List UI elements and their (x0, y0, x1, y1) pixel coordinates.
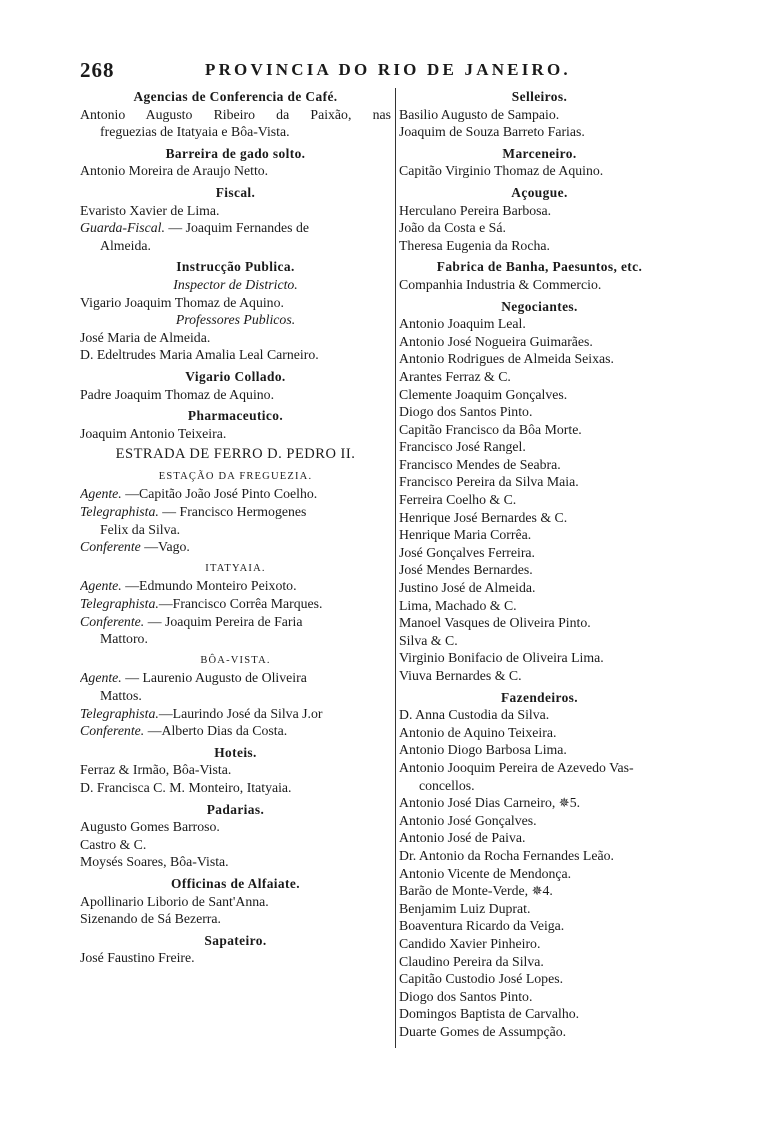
role-label: Telegraphista. (80, 705, 159, 721)
section-heading: Agencias de Conferencia de Café. (133, 89, 338, 104)
directory-entry: Candido Xavier Pinheiro. (399, 935, 541, 951)
directory-entry: Theresa Eugenia da Rocha. (399, 237, 550, 253)
directory-entry: Almeida. (100, 237, 151, 253)
role-label: Guarda-Fiscal. (80, 220, 165, 236)
section-heading: Padarias. (206, 801, 265, 817)
directory-entry: José Faustino Freire. (80, 950, 195, 966)
directory-entry: Arantes Ferraz & C. (399, 368, 511, 384)
directory-entry: Duarte Gomes de Assumpção. (399, 1023, 567, 1039)
staff-name: —Alberto Dias da Costa. (144, 723, 288, 739)
directory-entry: Boaventura Ricardo da Veiga. (399, 918, 565, 934)
directory-entry: Vigario Joaquim Thomaz de Aquino. (80, 294, 284, 310)
section-heading: Negociantes. (501, 298, 578, 314)
directory-entry: Ferraz & Irmão, Bôa-Vista. (80, 762, 232, 778)
directory-entry: Francisco Pereira da Silva Maia. (399, 474, 579, 490)
section-heading: Sapateiro. (204, 932, 267, 948)
directory-entry: Basilio Augusto de Sampaio. (399, 106, 560, 122)
section-heading: Marceneiro. (502, 145, 577, 161)
directory-entry: Diogo dos Santos Pinto. (399, 404, 533, 420)
staff-name: —Edmundo Monteiro Peixoto. (121, 578, 297, 594)
station-heading: BÔA-VISTA. (200, 654, 271, 666)
directory-entry: Sizenando de Sá Bezerra. (80, 911, 221, 927)
directory-entry: José Maria de Almeida. (80, 329, 211, 345)
staff-entry (80, 485, 391, 503)
subsection-heading: Inspector de Districto. (173, 276, 298, 292)
directory-entry: Benjamim Luiz Duprat. (399, 900, 531, 916)
directory-entry (399, 882, 680, 900)
section-heading: Pharmaceutico. (187, 408, 284, 424)
directory-entry: Augusto Gomes Barroso. (80, 819, 220, 835)
directory-entry: Virginio Bonifacio de Oliveira Lima. (399, 650, 604, 666)
left-column (80, 88, 391, 967)
directory-entry: Felix da Silva. (100, 521, 181, 537)
directory-entry: Antonio Vicente de Mendonça. (399, 865, 572, 881)
directory-entry: D. Francisca C. M. Monteiro, Itatyaia. (80, 779, 292, 795)
directory-entry: Antonio Augusto Ribeiro da Paixão, nas (80, 106, 391, 122)
staff-name: —Vago. (140, 539, 190, 555)
staff-name: —Laurindo José da Silva J.or (158, 705, 323, 721)
staff-name: —Francisco Corrêa Marques. (158, 596, 323, 612)
directory-entry: Domingos Baptista de Carvalho. (399, 1006, 580, 1022)
directory-entry: Mattos. (100, 688, 142, 703)
role-label: Telegraphista. (80, 596, 159, 612)
directory-entry: Antonio Rodrigues de Almeida Seixas. (399, 351, 614, 367)
directory-entry: D. Edeltrudes Maria Amalia Leal Carneiro. (80, 347, 319, 363)
section-heading: Fazendeiros. (500, 689, 579, 705)
section-heading: Vigario Collado. (185, 368, 286, 384)
section-heading: Açougue. (511, 184, 568, 200)
order-star-icon: ✵ (531, 883, 543, 899)
directory-entry: Francisco Mendes de Seabra. (399, 456, 561, 472)
role-label: Telegraphista. (80, 504, 159, 520)
order-number: 4. (542, 883, 553, 899)
directory-entry: Antonio José Nogueira Guimarães. (399, 333, 593, 349)
running-title: PROVINCIA DO RIO DE JANEIRO. (205, 60, 571, 79)
staff-name: — Joaquim Pereira de Faria (144, 613, 303, 629)
role-label: Agente. (80, 578, 122, 594)
directory-entry: Justino José de Almeida. (399, 580, 536, 596)
subsection-heading: Professores Publicos. (175, 312, 296, 328)
directory-entry: Clemente Joaquim Gonçalves. (399, 386, 568, 402)
directory-entry: Apollinario Liborio de Sant'Anna. (80, 893, 269, 909)
directory-entry: Castro & C. (80, 836, 147, 852)
directory-entry: João da Costa e Sá. (399, 220, 506, 236)
directory-entry: Capitão Custodio José Lopes. (399, 971, 564, 987)
directory-entry: Joaquim de Souza Barreto Farias. (399, 124, 585, 140)
directory-entry: Capitão Virginio Thomaz de Aquino. (399, 163, 604, 179)
section-heading: Instrucção Publica. (176, 259, 295, 275)
directory-entry: Padre Joaquim Thomaz de Aquino. (80, 386, 275, 402)
entry-name: Antonio José Dias Carneiro, (399, 795, 559, 811)
column-divider (395, 88, 396, 1048)
staff-entry (80, 722, 391, 740)
entry-name: Barão de Monte-Verde, (399, 883, 532, 899)
right-column (399, 88, 680, 1040)
staff-entry (80, 219, 391, 237)
page-header (80, 58, 680, 84)
directory-entry: Henrique José Bernardes & C. (399, 509, 568, 525)
section-heading: Fiscal. (215, 184, 256, 200)
directory-entry: Herculano Pereira Barbosa. (399, 202, 552, 218)
staff-entry (80, 577, 391, 595)
directory-entry: Antonio Moreira de Araujo Netto. (80, 163, 269, 179)
role-label: Conferente. (80, 613, 145, 629)
role-label: Agente. (80, 670, 122, 686)
directory-entry: freguezias de Itatyaia e Bôa-Vista. (100, 124, 290, 140)
directory-entry: José Mendes Bernardes. (399, 562, 533, 578)
directory-entry: concellos. (419, 777, 475, 793)
role-label: Agente. (80, 486, 122, 502)
directory-entry: Mattoro. (100, 631, 148, 647)
staff-entry (80, 595, 391, 613)
directory-entry: D. Anna Custodia da Silva. (399, 707, 550, 723)
section-heading: Selleiros. (511, 89, 568, 104)
directory-entry: Antonio Diogo Barbosa Lima. (399, 742, 567, 758)
directory-entry (399, 794, 680, 812)
order-star-icon: ✵ (558, 795, 570, 811)
railway-heading: ESTRADA DE FERRO D. PEDRO II. (115, 446, 356, 463)
station-heading: ESTAÇÃO DA FREGUEZIA. (158, 470, 313, 482)
directory-entry: Capitão Francisco da Bôa Morte. (399, 421, 582, 437)
directory-entry: Henrique Maria Corrêa. (399, 527, 532, 543)
directory-entry: Moysés Soares, Bôa-Vista. (80, 854, 229, 870)
staff-name: — Joaquim Fernandes de (164, 220, 310, 236)
directory-entry: Joaquim Antonio Teixeira. (80, 425, 227, 441)
directory-entry: Dr. Antonio da Rocha Fernandes Leão. (399, 847, 614, 863)
directory-entry: Diogo dos Santos Pinto. (399, 988, 533, 1004)
directory-entry: Antonio Joaquim Leal. (399, 316, 526, 332)
staff-entry (80, 538, 391, 556)
order-number: 5. (569, 795, 581, 811)
directory-entry: Lima, Machado & C. (399, 597, 517, 613)
staff-name: — Laurenio Augusto de Oliveira (121, 670, 307, 686)
staff-entry (80, 613, 391, 631)
directory-entry: Francisco José Rangel. (399, 439, 526, 455)
directory-entry: Claudino Pereira da Silva. (399, 953, 544, 969)
staff-entry (80, 669, 391, 687)
directory-entry: Silva & C. (399, 632, 458, 648)
directory-entry: Antonio José de Paiva. (399, 830, 526, 846)
directory-entry: Manoel Vasques de Oliveira Pinto. (399, 615, 591, 631)
directory-entry: Antonio Jooquim Pereira de Azevedo Vas- (399, 759, 634, 775)
directory-entry: Ferreira Coelho & C. (399, 492, 517, 508)
staff-name: — Francisco Hermogenes (158, 504, 307, 520)
section-heading: Barreira de gado solto. (165, 145, 306, 161)
role-label: Conferente. (80, 723, 145, 739)
directory-entry: Evaristo Xavier de Lima. (80, 202, 220, 218)
directory-entry: José Gonçalves Ferreira. (399, 544, 536, 560)
section-heading: Officinas de Alfaiate. (171, 875, 300, 891)
section-heading: Hoteis. (214, 744, 257, 760)
page-number: 268 (80, 58, 115, 82)
directory-entry: Antonio José Gonçalves. (399, 812, 537, 828)
directory-entry: Companhia Industria & Commercio. (399, 276, 602, 292)
section-heading: Fabrica de Banha, Paesuntos, etc. (436, 259, 643, 275)
directory-entry: Viuva Bernardes & C. (399, 668, 522, 683)
staff-entry (80, 705, 391, 723)
directory-entry: Antonio de Aquino Teixeira. (399, 724, 557, 740)
station-heading: ITATYAIA. (205, 562, 266, 574)
staff-entry (80, 503, 391, 521)
staff-name: —Capitão João José Pinto Coelho. (121, 486, 318, 502)
role-label: Conferente (80, 539, 141, 555)
